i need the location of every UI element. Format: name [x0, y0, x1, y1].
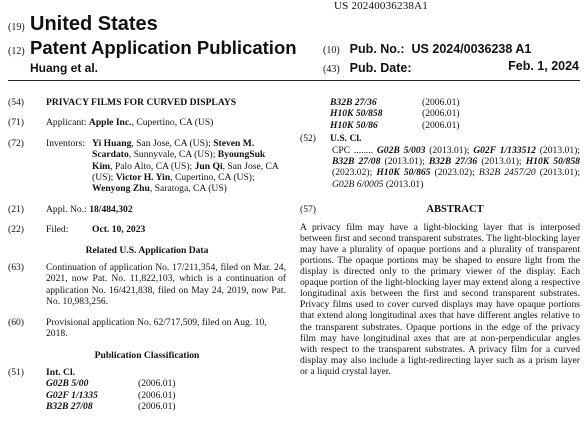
- inid-10: (10): [323, 45, 340, 56]
- inventor-name: ByoungSuk Kim: [92, 149, 266, 172]
- classification-year: (2006.01): [422, 108, 460, 120]
- entry-inventors: [8, 138, 286, 195]
- cpc-date: (2013.01);: [477, 156, 526, 168]
- header-divider: [8, 80, 580, 81]
- classification-code: H10K 50/86: [330, 119, 378, 131]
- authors: Huang et al.: [30, 61, 99, 75]
- filed-value: Oct. 10, 2023: [92, 224, 146, 236]
- applicant-location: , Cupertino, CA (US): [131, 117, 214, 129]
- classification-code: G02B 5/00: [46, 378, 89, 390]
- abstract-heading: ABSTRACT: [426, 204, 484, 216]
- cpc-date: (2013.01);: [535, 167, 580, 179]
- pub-no-label: Pub. No.:: [349, 42, 405, 56]
- cpc-date: (2023.02);: [430, 167, 479, 179]
- cpc-code: H10K 50/865: [376, 167, 431, 179]
- pub-type-row: [8, 37, 297, 59]
- abstract-text: A privacy film may have a light-blocking layer that is interposed between first and second transparent substrates. The light-blocking layer may have a plurality of opaque portions and a plurality of transparent portions. The opaque portions may be shaped to ensure light from the display is directed only to the primary viewer of the display. Each opaque portion of the light-blocking layer may extend along a respective longitudinal axis between the first and second transparent substrates. Privacy films used to cover curved displays may have opaque portions that extend along longitudinal axes that have different angles relative to the transparent substrates. Opaque portions in the edge of the privacy film may have longitudinal axes that are at non-perpendicular angles with respect to the transparent substrates. A privacy film for a curved display may also include a light-redirecting layer such as a prism layer or a liquid crystal layer.: [300, 221, 580, 377]
- right-column: [300, 97, 580, 377]
- publication-type: Patent Application Publication: [30, 37, 297, 58]
- entry-appl-no: [8, 204, 286, 215]
- classification-year: (2006.01): [138, 378, 176, 390]
- classification-row: [46, 378, 286, 389]
- pub-date-row: [323, 59, 583, 77]
- classification-row: [330, 120, 580, 131]
- inid-43: (43): [323, 64, 340, 75]
- inventor-location: , San Jose, CA (US);: [131, 137, 214, 149]
- inid-71: (71): [8, 117, 24, 129]
- inid-19: (19): [8, 22, 25, 33]
- left-column: [8, 97, 286, 413]
- entry-applicant: [8, 117, 286, 128]
- entry-abstract: [300, 204, 580, 215]
- inventor-name: Jun Qi: [194, 160, 223, 172]
- inid-54: (54): [8, 97, 24, 108]
- cpc-code: H10K 50/858: [525, 156, 580, 168]
- entry-title: [8, 97, 286, 108]
- cpc-date: (2013.01);: [535, 144, 580, 156]
- classification-year: (2006.01): [422, 97, 460, 108]
- inid-57: (57): [300, 204, 316, 216]
- inventor-location: , San Jose, CA (US);: [92, 160, 279, 184]
- inventor-name: Yi Huang: [92, 137, 132, 149]
- publication-number-top: US 20240036238A1: [334, 0, 428, 12]
- classification-row: [46, 401, 286, 412]
- inventor-name: Steven M. Scardato: [92, 137, 255, 161]
- applicant-text: [46, 117, 286, 128]
- cpc-code: B32B 27/36: [428, 156, 478, 168]
- entry-us-cl: [300, 133, 580, 190]
- classification-code: B32B 27/36: [330, 97, 377, 108]
- inventor-location: , Cupertino, CA (US);: [170, 172, 255, 184]
- cpc-code: G02B 5/003: [376, 144, 426, 156]
- classification-code: B32B 27/08: [46, 401, 93, 413]
- classification-code: H10K 50/858: [330, 108, 383, 120]
- invention-title: PRIVACY FILMS FOR CURVED DISPLAYS: [46, 97, 237, 108]
- pub-date-label: Pub. Date:: [349, 61, 412, 75]
- appl-no-value: 18/484,302: [89, 203, 133, 215]
- inventors-label: Inventors:: [46, 137, 85, 149]
- pub-no-row: [323, 40, 531, 58]
- classification-year: (2006.01): [138, 401, 176, 413]
- int-cl-label: Int. Cl.: [46, 366, 76, 378]
- inid-60: (60): [8, 316, 24, 328]
- cpc-prefix: CPC ........: [332, 144, 374, 156]
- classification-row: [330, 108, 580, 119]
- related-data-heading: Related U.S. Application Data: [85, 244, 209, 256]
- inventor-name: Wenyong Zhu: [92, 183, 150, 195]
- classification-year: (2006.01): [422, 119, 460, 131]
- pub-no-value: US 2024/0036238 A1: [411, 42, 532, 56]
- inventor-location: , Saratoga, CA (US): [149, 183, 227, 195]
- inid-51: (51): [8, 366, 24, 378]
- continuation-text: Continuation of application No. 17/211,354, filed on Mar. 24, 2021, now Pat. No. 11,822,103, which is a continuation of application No. 16/421,838, filed on May 24, 2019, now Pat. No. 10,983,256.: [46, 262, 286, 308]
- country-name: United States: [30, 13, 158, 35]
- inid-63: (63): [8, 262, 24, 274]
- cpc-classes: [330, 145, 580, 191]
- int-cl-rows: [46, 378, 286, 412]
- inid-21: (21): [8, 203, 24, 215]
- inventor-name: Victor H. Yin: [115, 172, 171, 184]
- entry-provisional: [8, 317, 286, 340]
- classification-code: G02F 1/1335: [46, 389, 98, 401]
- cpc-code: G02B 6/0005: [332, 178, 384, 190]
- inventors-list: [92, 138, 286, 195]
- inid-22: (22): [8, 224, 24, 236]
- authors-row: [30, 59, 98, 77]
- appl-no-label: Appl. No.:: [46, 203, 87, 215]
- provisional-text: Provisional application No. 62/717,509, filed on Aug. 10, 2018.: [46, 316, 267, 340]
- country-row: [8, 13, 158, 36]
- cpc-code: B32B 2457/20: [478, 167, 536, 179]
- cpc-date: (2013.01): [383, 178, 424, 190]
- pub-date-value: Feb. 1, 2024: [508, 59, 579, 73]
- inid-72: (72): [8, 137, 24, 149]
- inid-12: (12): [8, 46, 25, 57]
- inventor-location: , Sunnyvale, CA (US);: [128, 149, 218, 161]
- int-cl-continued: [330, 97, 580, 131]
- us-cl-label: U.S. Cl.: [330, 133, 362, 145]
- entry-int-cl: [8, 367, 286, 413]
- applicant-name: Apple Inc.: [88, 117, 132, 129]
- inventor-location: , Palo Alto, CA (US);: [110, 160, 195, 172]
- cpc-date: (2023.02);: [332, 167, 377, 179]
- filed-text: [46, 224, 286, 235]
- us-cl-block: [330, 133, 580, 190]
- classification-year: (2006.01): [138, 389, 176, 401]
- inventors-block: [46, 138, 286, 195]
- pub-class-heading: Publication Classification: [94, 349, 200, 361]
- appl-no-text: [46, 204, 286, 215]
- cpc-code: G02F 1/133512: [473, 144, 536, 156]
- entry-continuation: [8, 262, 286, 308]
- inid-52: (52): [300, 133, 316, 145]
- classification-row: [46, 390, 286, 401]
- entry-filed: [8, 224, 286, 235]
- cpc-date: (2013.01);: [425, 144, 474, 156]
- filed-label: Filed:: [46, 224, 69, 236]
- cpc-date: (2013.01);: [380, 156, 429, 168]
- int-cl-block: [46, 367, 286, 413]
- cpc-code: B32B 27/08: [332, 156, 381, 168]
- applicant-label: Applicant:: [46, 117, 87, 129]
- classification-row: [330, 97, 580, 108]
